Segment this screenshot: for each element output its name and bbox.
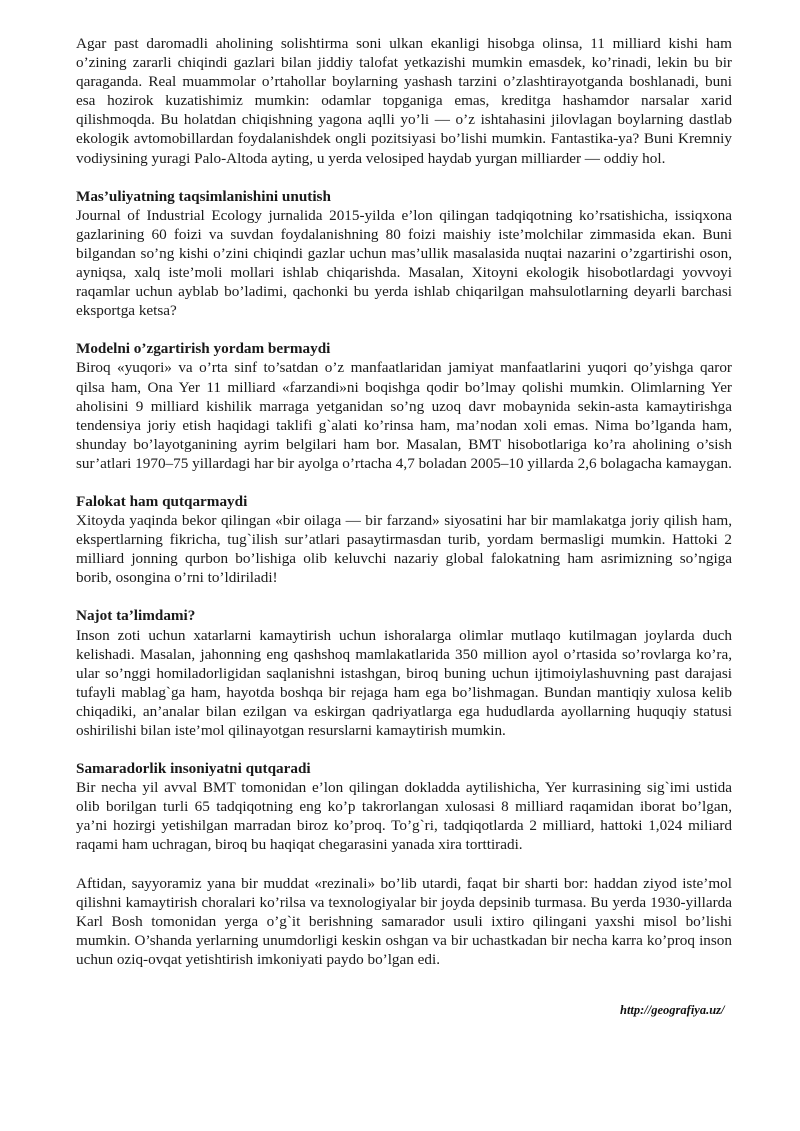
section-heading: Mas’uliyatning taqsimlanishini unutish — [76, 187, 331, 205]
section-responsibility — [76, 187, 732, 321]
section-heading: Falokat ham qutqarmaydi — [76, 492, 248, 510]
section-efficiency — [76, 759, 732, 969]
section-paragraph: Biroq «yuqori» va o’rta sinf to’satdan o’z manfaatlaridan jamiyat manfaatlarini yuqori qo’yishga qaror qilsa ham, Ona Yer 11 milliard «farzandi»ni boqishga qodir bo’lmay qolishi mumkin. Olimlarning Yer aholisini 9 milliard kishilik marraga yetganidan so’ng uzoq davr mobaynida sekin-asta kamaytirishga tendensiya joriy etish haqidagi taklifi g`alati ko’rinsa ham, ma’nodan xoli emas. Nima bo’lganda ham, shunday bo’layotganining ayrim belgilari ham bor. Masalan, BMT hisobotlariga ko’ra aholining o’sish sur’atlari 1970–75 yillardagi har bir ayolga o’rtacha 4,7 boladan 2005–10 yillarda 2,6 bolagacha kamaygan. — [76, 359, 732, 472]
section-education — [76, 606, 732, 740]
article — [76, 34, 732, 969]
section-heading: Samaradorlik insoniyatni qutqaradi — [76, 760, 311, 778]
section-paragraph: Inson zoti uchun xatarlarni kamaytirish uchun ishoralarga olimlar mutlaqo kutilmagan joylarda duch kelishadi. Masalan, jahonning eng qashshoq mamlakatlarida 350 million ayol o’rtasida so’rovlarga ko’ra, ular so’nggi homiladorligidan saqlanishni istashgan, biroq buning uchun ijtimoiylashuvning past darajasi tufayli mablag`ga ham, hayotda boshqa bir rejaga ham ega bo’lishmagan. Bundan mantiqiy xulosa kelib chiqadiki, an’analar bilan ezilgan va eskirgan qadriyatlarga ega hududlarda ayollarning huquqiy statusi oshirilishi bilan iste’mol qilinayotgan resurslarni kamaytirish mumkin. — [76, 626, 732, 739]
section-model-change — [76, 339, 732, 473]
source-link[interactable]: http://geografiya.uz/ — [620, 1003, 725, 1017]
section-paragraph: Journal of Industrial Ecology jurnalida 2015-yilda e’lon qilingan tadqiqotning ko’rsatishicha, issiqxona gazlarining 60 foizi va suvdan foydalanishning 80 foizi maishiy iste’molchilar zimmasida ekan. Buni bilgandan so’ng kishi o’zini chiqindi gazlar uchun mas’ullik masalasida nuqtai nazarini o’zgartirishi oson, ayniqsa, xalq iste’moli mollari ishlab chiqarishda. Masalan, Xitoyni ekologik hisobotlardagi yovvoyi raqamlar uchun ayblab bo’ladimi, qachonki bu yerda ishlab chiqarilgan mahsulotlarning deyarli barchasi eksportga ketsa? — [76, 206, 732, 320]
section-paragraph: Xitoyda yaqinda bekor qilingan «bir oilaga — bir farzand» siyosatini har bir mamlakatga joriy qilish ham, ekspertlarning fikricha, tug`ilish sur’atlari pasaytirmasdan turib, yordam bermasligi mumkin. Hattoki 2 milliard jonning qurbon bo’lishiga olib keluvchi nazariy global falokatning ham asrimizning so’ngiga borib, osongina o’rni to’ldiriladi! — [76, 512, 732, 587]
section-heading: Najot ta’limdami? — [76, 607, 196, 625]
section-heading: Modelni o’zgartirish yordam bermaydi — [76, 340, 331, 358]
section-paragraph: Aftidan, sayyoramiz yana bir muddat «rezinali» bo’lib utardi, faqat bir sharti bor: haddan ziyod iste’mol qilishni kamaytirish choralari ko’rilsa va texnologiyalar bir joyda depsinib turmasa. Bu yerda 1930-yillarda Karl Bosh tomonidan yerga o’g`it berishning samarador usuli ixtiro qilingani yaxshi misol bo’lishi mumkin. O’shanda yerlarning unumdorligi keskin oshgan va bir uchastkadan bir necha karra ko’proq inson uchun oziq-ovqat yetishtirish imkoniyati paydo bo’lgan edi. — [76, 874, 732, 968]
intro-paragraph: Agar past daromadli aholining solishtirma soni ulkan ekanligi hisobga olinsa, 11 milliard kishi ham o’zining zararli chiqindi gazlari bilan jiddiy talofat yetkazishi mumkin emasdek, ko’rinadi, lekin bu bir qaraganda. Real muammolar o’rtahollar boylarning yashash tarzini o’zlashtirayotganda boshlanadi, buni esa hozirok kuzatishimiz mumkin: odamlar topganiga emas, kreditga hashamdor narsalar xarid qilishmoqda. Bu holatdan chiqishning yagona aqlli yo’li — o’z ishtahasini jilovlagan boylarning dastlab ekologik avtomobillardan foydalanishdek ongli pozitsiyasi bo’lishi mumkin. Fantastika-ya? Buni Kremniy vodiysining yuragi Palo-Altoda ayting, u yerda velosiped haydab yurgan milliarder — oddiy hol. — [76, 35, 732, 167]
section-paragraph: Bir necha yil avval BMT tomonidan e’lon qilingan dokladda aytilishicha, Yer kurrasining sig`imi ustida olib borilgan turli 65 tadqiqotning eng ko’p takrorlangan xulosasi 8 milliard raqamidan iborat bo’lgan, ya’ni hozirgi yetishilgan marradan biroz ko’proq. To’g`ri, tadqiqotlarda 2 milliard, hattoki 1,024 miliard raqami ham uchragan, biroq bu haqiqat chegarasini yanada xira torttiradi. — [76, 779, 732, 854]
section-catastrophe — [76, 492, 732, 587]
